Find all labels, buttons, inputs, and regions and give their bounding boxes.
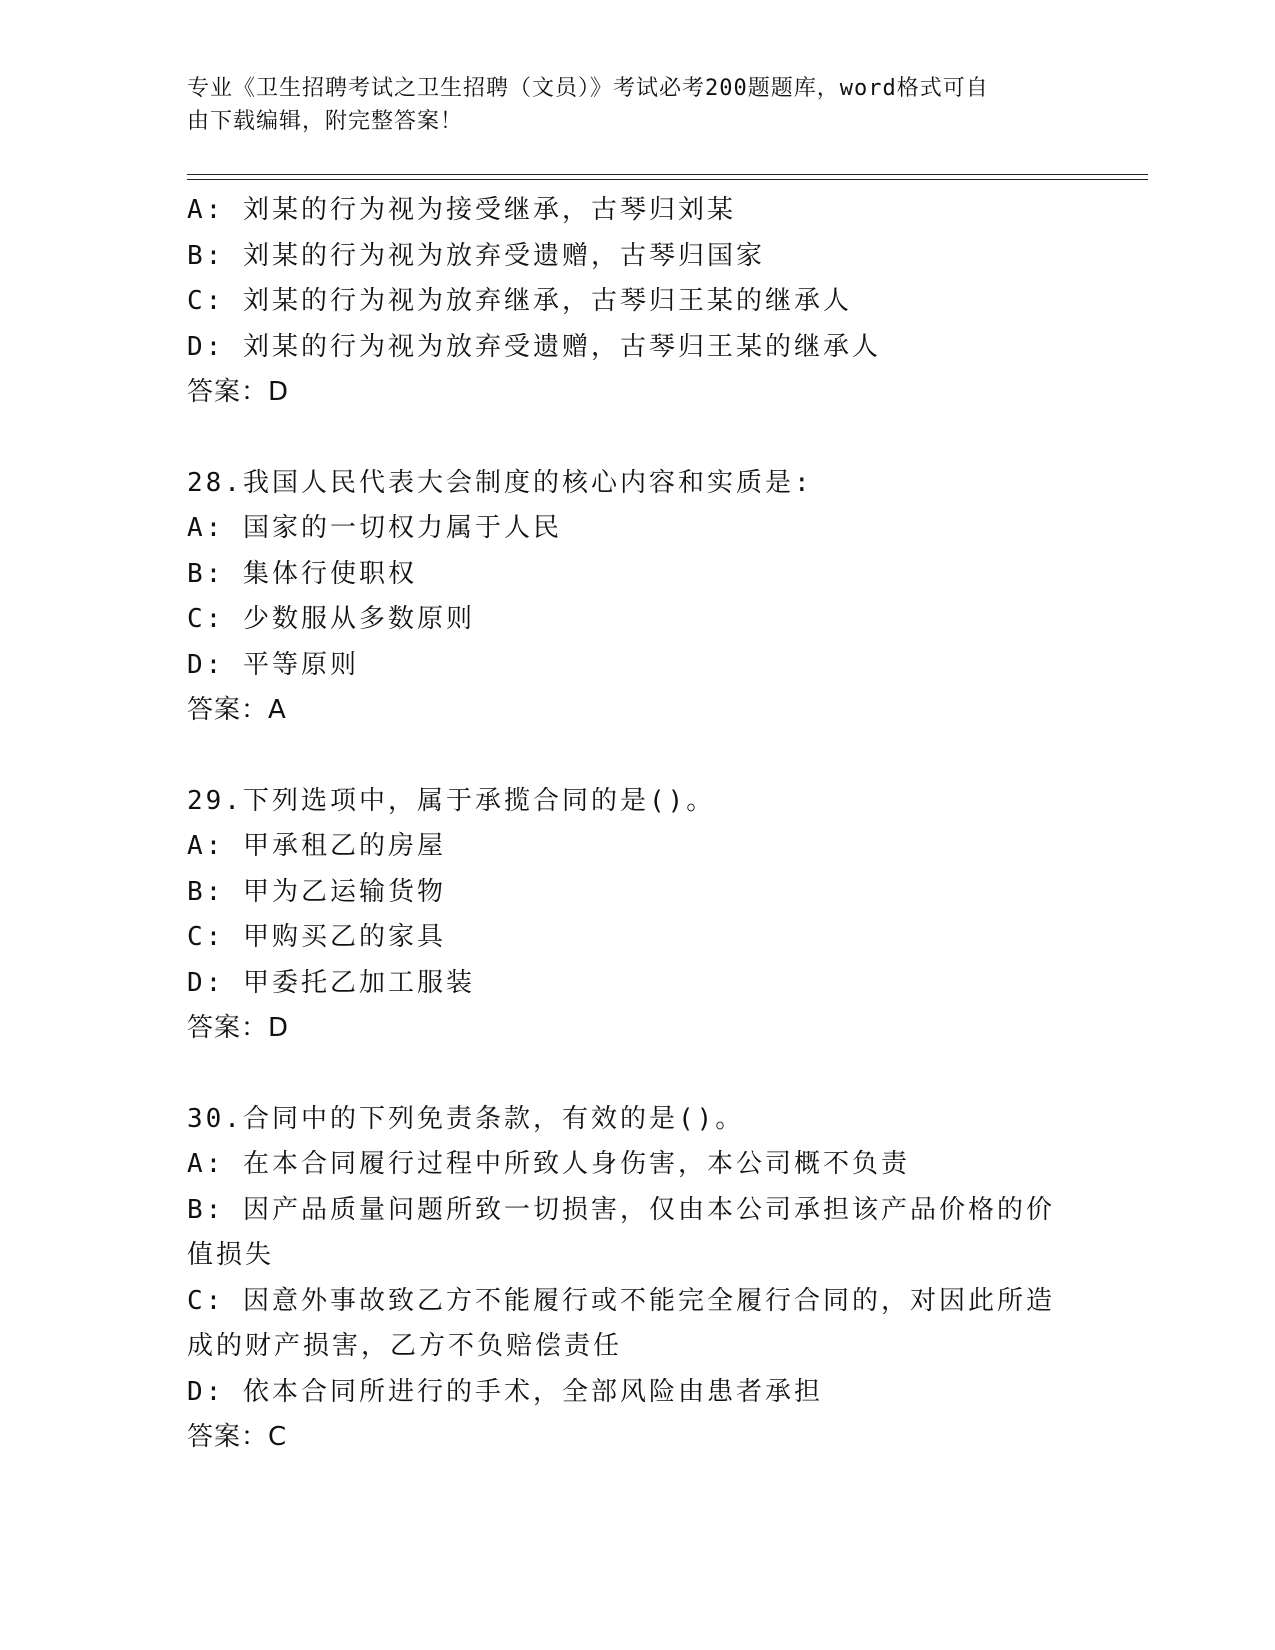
- question-list: [187, 188, 1067, 1461]
- answer: 答案：D: [187, 1013, 290, 1043]
- option-d: D: 依本合同所进行的手术，全部风险由患者承担: [187, 1376, 823, 1407]
- answer: 答案：A: [187, 695, 287, 725]
- header-rule-bottom: [187, 179, 1148, 180]
- option-c: C: 甲购买乙的家具: [187, 922, 446, 952]
- question-30: [187, 1097, 1067, 1461]
- answer: 答案：C: [187, 1422, 288, 1452]
- option-d: D: 甲委托乙加工服装: [187, 967, 475, 998]
- option-d: D: 平等原则: [187, 649, 359, 680]
- option-a: A: 刘某的行为视为接受继承，古琴归刘某: [187, 195, 736, 225]
- option-a: A: 甲承租乙的房屋: [187, 831, 446, 861]
- option-b: B: 刘某的行为视为放弃受遗赠，古琴归国家: [187, 240, 765, 271]
- option-b: B: 甲为乙运输货物: [187, 876, 446, 907]
- question-28: [187, 461, 1067, 734]
- answer: 答案：D: [187, 377, 290, 407]
- header-line-1: 专业《卫生招聘考试之卫生招聘（文员）》考试必考200题题库，word格式可自: [187, 76, 989, 101]
- option-d: D: 刘某的行为视为放弃受遗赠，古琴归王某的继承人: [187, 331, 881, 362]
- option-c: C: 刘某的行为视为放弃继承，古琴归王某的继承人: [187, 286, 852, 316]
- question-29: [187, 779, 1067, 1052]
- option-b: B: 因产品质量问题所致一切损害，仅由本公司承担该产品价格的价值损失: [187, 1194, 1055, 1270]
- header-line-2: 由下载编辑，附完整答案！: [187, 109, 464, 134]
- question-stem: 29.下列选项中，属于承揽合同的是()。: [187, 785, 716, 816]
- option-b: B: 集体行使职权: [187, 558, 417, 589]
- question-stem: 30.合同中的下列免责条款，有效的是()。: [187, 1103, 745, 1134]
- document-header: [187, 72, 1057, 138]
- option-c: C: 少数服从多数原则: [187, 604, 475, 634]
- option-a: A: 在本合同履行过程中所致人身伤害，本公司概不负责: [187, 1149, 910, 1179]
- question-stem: 28.我国人民代表大会制度的核心内容和实质是:: [187, 467, 813, 498]
- question-27-continued: [187, 188, 1067, 416]
- option-a: A: 国家的一切权力属于人民: [187, 513, 562, 543]
- header-rule-top: [187, 174, 1148, 175]
- option-c: C: 因意外事故致乙方不能履行或不能完全履行合同的，对因此所造成的财产损害，乙方不负赔偿责任: [187, 1285, 1055, 1361]
